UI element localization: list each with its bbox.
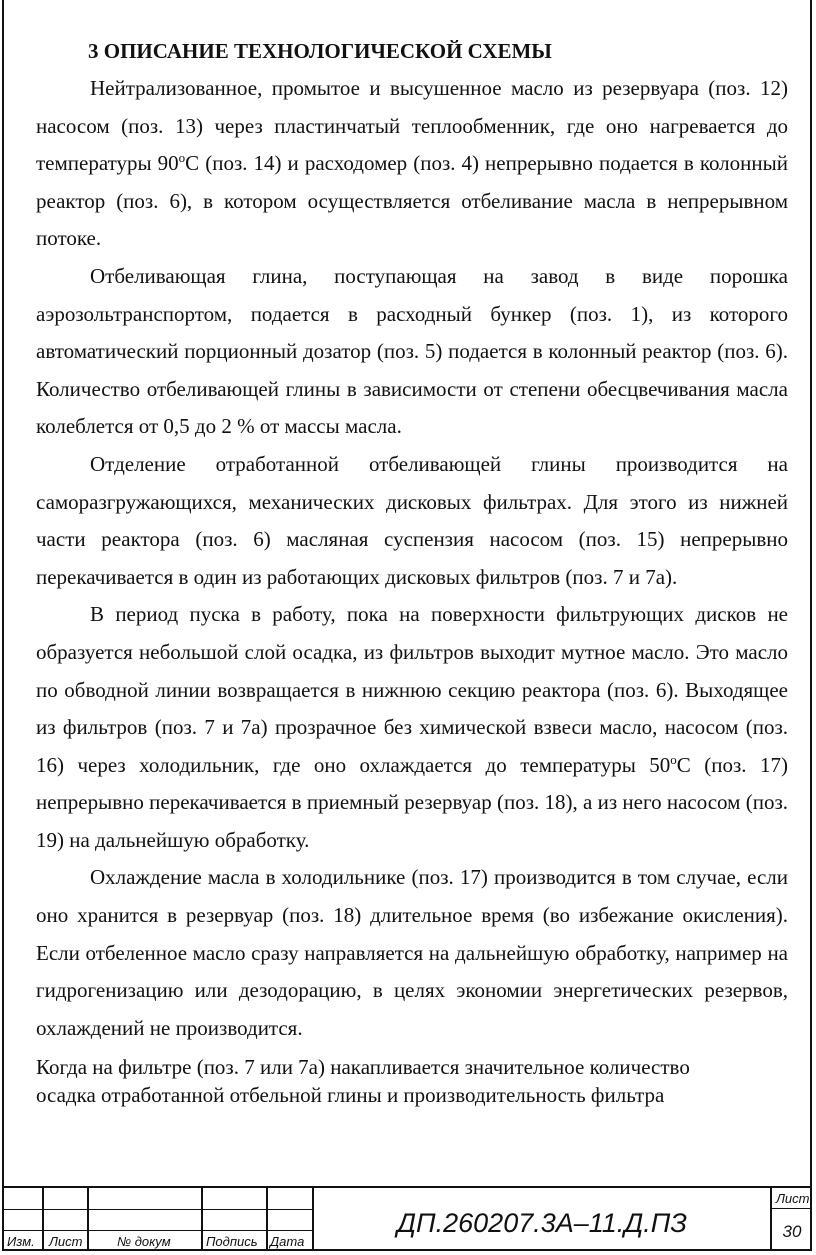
paragraph-2: Отбеливающая глина, поступающая на завод в виде порошка аэрозольтранспортом, подается в расходный бункер (поз. 1), из которого автоматический порционный дозатор (поз. 5) подается в колонный реактор (поз. 6). Количество отбеливающей глины в зависимости от степени обесцвечивания масла колеблется от 0,5 до 2 % от массы масла. (36, 263, 788, 439)
paragraph-4-text: В период пуска в работу, пока на поверхности фильтрующих дисков не образуется небольшой слой осадка, из фильтров выходит мутное масло. Это масло по обводной линии возвращается в нижнюю секцию реактора (поз. 6). Выходящее из фильтров (поз. 7 и 7а) прозрачное без химической взвеси масло, насосом (поз. 16) через холодильник, где оно охлаждается до температуры 50 (36, 602, 788, 777)
sheet-col-line (770, 1188, 772, 1251)
paragraph-5: Охлаждение масла в холодильнике (поз. 17) производится в том случае, если оно хранится в резервуар (поз. 18) длительное время (во избежание окисления). Если отбеленное масло сразу направляется на дальнейшую обработку, например на гидрогенизацию или дезодорацию, в целях экономии энергетических резервов, охлаждений не производится. (36, 865, 788, 1040)
document-body (36, 36, 788, 1109)
grid-col-line (266, 1188, 268, 1251)
paragraph-6 (36, 1053, 788, 1109)
paragraph-1 (36, 70, 788, 258)
paragraph-1-cont: С (поз. 14) и расходомер (поз. 4) непрерывно подается в колонный реактор (поз. 6), в котором осуществляется отбеливание масла в непрерывном потоке. (36, 151, 788, 251)
paragraph-6-line-2: осадка отработанной отбельной глины и производительность фильтра (36, 1083, 665, 1108)
col-izm-label: Изм. (7, 1234, 35, 1249)
degree-sign: о (178, 150, 186, 166)
grid-col-line (312, 1188, 314, 1251)
grid-col-line (42, 1188, 44, 1251)
paragraph-1-text: Нейтрализованное, промытое и высушенное масло из резервуара (поз. 12) насосом (поз. 13) через пластинчатый теплообменник, где оно нагревается до температуры 90 (36, 76, 788, 176)
sheet-row-line (770, 1208, 810, 1209)
paragraph-6-line-1: Когда на фильтре (поз. 7 или 7а) накапливается значительное количество (36, 1055, 690, 1080)
section-heading: 3 ОПИСАНИЕ ТЕХНОЛОГИЧЕСКОЙ СХЕМЫ (88, 39, 552, 63)
degree-sign: о (670, 751, 677, 767)
grid-col-line (201, 1188, 203, 1251)
col-date-label: Дата (270, 1234, 305, 1249)
paragraph-4 (36, 596, 788, 859)
sheet-number: 30 (782, 1222, 802, 1241)
col-list-label: Лист (49, 1234, 83, 1249)
paragraph-3: Отделение отработанной отбеливающей глины производится на саморазгружающихся, механических дисковых фильтрах. Для этого из нижней части реактора (поз. 6) масляная суспензия насосом (поз. 15) непрерывно перекачивается в один из работающих дисковых фильтров (поз. 7 и 7а). (36, 451, 788, 589)
sheet-label: Лист (776, 1191, 810, 1206)
col-doc-label: № докум (117, 1234, 171, 1249)
title-block (2, 1186, 812, 1251)
paragraph-4-cont: С (поз. 17) непрерывно перекачивается в приемный резервуар (поз. 18), а из него насосом (поз. 19) на дальнейшую обработку. (36, 752, 788, 852)
grid-col-line (87, 1188, 89, 1251)
col-sign-label: Подпись (206, 1234, 258, 1249)
document-code: ДП.260207.3А–11.Д.ПЗ (397, 1208, 687, 1238)
